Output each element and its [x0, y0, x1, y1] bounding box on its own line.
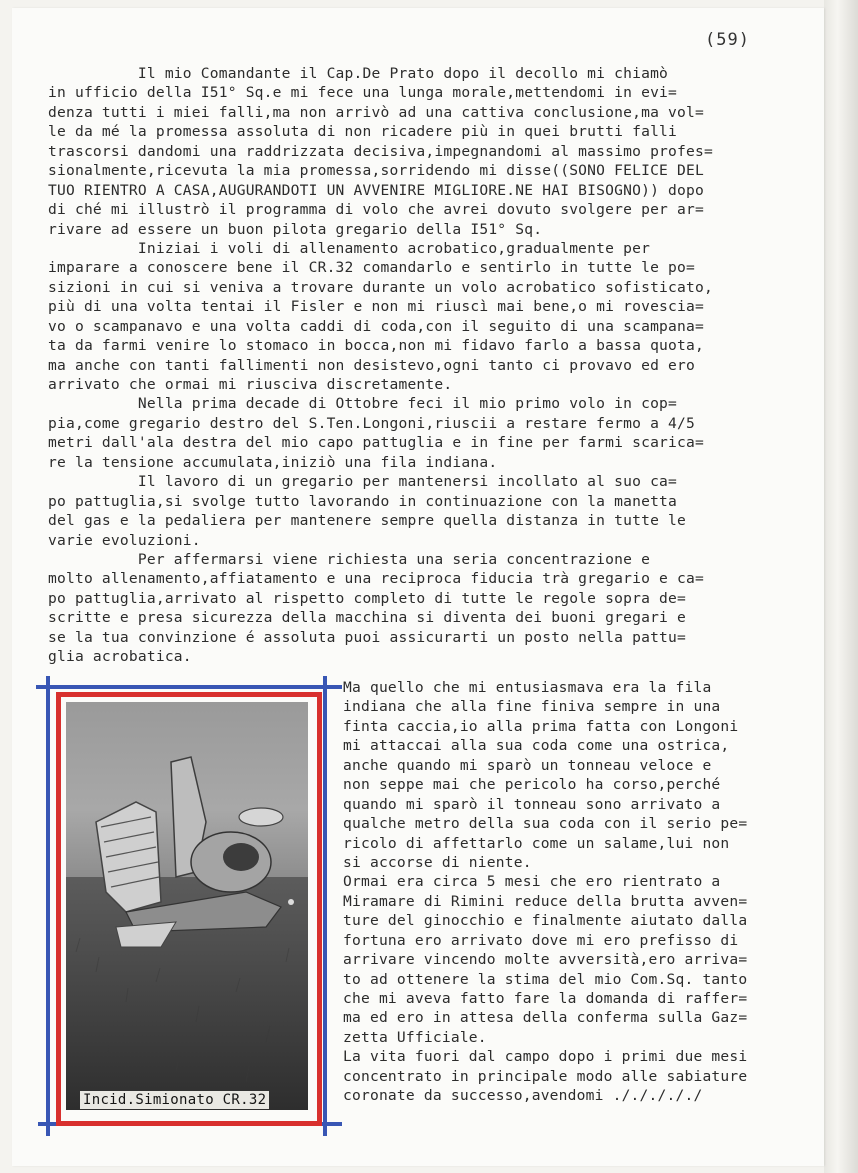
photo-caption: Incid.Simionato CR.32: [80, 1091, 269, 1109]
text-line: po pattuglia,arrivato al rispetto completo di tutte le regole sopra de=: [48, 589, 687, 607]
side-text-line: anche quando mi sparò un tonneau veloce e: [343, 756, 712, 774]
text-line: po pattuglia,si svolge tutto lavorando in continuazione con la manetta: [48, 492, 678, 510]
blue-frame-line-right: [323, 676, 327, 1136]
side-text-line: ma ed ero in attesa della conferma sulla Gaz=: [343, 1009, 748, 1027]
text-line: ta da farmi venire lo stomaco in bocca,non mi fidavo farlo a bassa quota,: [48, 337, 704, 355]
text-line: TUO RIENTRO A CASA,AUGURANDOTI UN AVVENIRE MIGLIORE.NE HAI BISOGNO)) dopo: [48, 181, 704, 199]
photo-frame: [44, 682, 334, 1128]
side-text-line: finta caccia,io alla prima fatta con Longoni: [343, 717, 739, 735]
side-text-line: to ad ottenere la stima del mio Com.Sq. tanto: [343, 970, 748, 988]
side-text-line: qualche metro della sua coda con il serio pe=: [343, 815, 748, 833]
side-text-line: ricolo di affettarlo come un salame,lui non: [343, 834, 730, 852]
text-line: scritte e presa sicurezza della macchina si diventa dei buoni gregari e: [48, 609, 687, 627]
side-text-line: Ma quello che mi entusiasmava era la fila: [343, 679, 712, 696]
crashed-plane-photo: [66, 702, 308, 1110]
text-line: re la tensione accumulata,iniziò una fila indiana.: [48, 453, 498, 471]
side-text-line: Miramare di Rimini reduce della brutta avven=: [343, 892, 748, 910]
side-text-line: si accorse di niente.: [343, 853, 532, 871]
text-line: sionalmente,ricevuta la mia promessa,sorridendo mi disse((SONO FELICE DEL: [48, 162, 704, 180]
side-text-line: La vita fuori dal campo dopo i primi due mesi: [343, 1048, 748, 1066]
text-line: Per affermarsi viene richiesta una seria concentrazione e: [48, 550, 651, 568]
text-line: pia,come gregario destro del S.Ten.Longoni,riuscii a restare fermo a 4/5: [48, 414, 696, 432]
text-line: denza tutti i miei falli,ma non arrivò ad una cattiva conclusione,ma vol=: [48, 103, 704, 121]
main-text-block: [48, 64, 818, 667]
side-text-line: ture del ginocchio e finalmente aiutato dalla: [343, 912, 748, 930]
text-line: arrivato che ormai mi riusciva discretamente.: [48, 376, 453, 393]
side-text-line: non seppe mai che pericolo ha corso,perché: [343, 776, 721, 794]
side-text-line: arrivare vincendo molte avversità,ero arriva=: [343, 951, 748, 969]
text-line: imparare a conoscere bene il CR.32 comandarlo e sentirlo in tutte le po=: [48, 259, 696, 277]
side-text-line: che mi aveva fatto fare la domanda di raffer=: [343, 990, 748, 1007]
blue-frame-line-top: [36, 685, 342, 689]
text-line: Iniziai i voli di allenamento acrobatico,gradualmente per: [48, 239, 651, 257]
crash-wreck-illustration: [66, 702, 308, 1110]
text-line: ma anche con tanti fallimenti non desistevo,ogni tanto ci provavo ed ero: [48, 356, 696, 374]
text-line: se la tua convinzione é assoluta puoi assicurarti un posto nella pattu=: [48, 628, 687, 646]
text-line: rivare ad essere un buon pilota gregario della I51° Sq.: [48, 220, 543, 238]
text-line: più di una volta tentai il Fisler e non mi riuscì mai bene,o mi rovescia=: [48, 298, 704, 316]
text-line: molto allenamento,affiatamento e una reciproca fiducia trà gregario e ca=: [48, 570, 704, 588]
text-line: glia acrobatica.: [48, 648, 192, 666]
text-line: Il mio Comandante il Cap.De Prato dopo il decollo mi chiamò: [48, 65, 669, 82]
side-text-line: indiana che alla fine finiva sempre in una: [343, 698, 721, 716]
side-text-line: coronate da successo,avendomi ./././././: [343, 1087, 703, 1105]
side-text-line: quando mi sparò il tonneau sono arrivato a: [343, 795, 721, 813]
side-text-line: fortuna ero arrivato dove mi ero prefisso di: [343, 931, 739, 949]
text-line: sizioni in cui si veniva a trovare durante un volo acrobatico sofisticato,: [48, 278, 713, 296]
text-line: vo o scampanavo e una volta caddi di coda,con il seguito di una scampana=: [48, 317, 704, 335]
page-edge: [824, 0, 858, 1173]
text-line: Il lavoro di un gregario per mantenersi incollato al suo ca=: [48, 473, 678, 491]
side-text-line: zetta Ufficiale.: [343, 1028, 487, 1046]
blue-frame-line-left: [46, 676, 50, 1136]
side-text-block: [343, 678, 813, 1106]
page-number: (59): [705, 30, 750, 50]
text-line: le da mé la promessa assoluta di non ricadere più in quei brutti falli: [48, 123, 678, 141]
text-line: Nella prima decade di Ottobre feci il mio primo volo in cop=: [48, 395, 678, 413]
text-line: in ufficio della I51° Sq.e mi fece una lunga morale,mettendomi in evi=: [48, 84, 678, 102]
text-line: metri dall'ala destra del mio capo pattuglia e in fine per farmi scarica=: [48, 434, 704, 452]
text-line: trascorsi dandomi una raddrizzata decisiva,impegnandomi al massimo profes=: [48, 142, 713, 160]
side-text-line: Ormai era circa 5 mesi che ero rientrato a: [343, 873, 721, 891]
side-text-line: concentrato in principale modo alle sabiature: [343, 1067, 748, 1085]
side-text-line: mi attaccai alla sua coda come una ostrica,: [343, 737, 730, 755]
text-line: del gas e la pedaliera per mantenere sempre quella distanza in tutte le: [48, 512, 687, 530]
text-line: varie evoluzioni.: [48, 531, 201, 549]
text-line: di ché mi illustrò il programma di volo che avrei dovuto svolgere per ar=: [48, 201, 704, 219]
